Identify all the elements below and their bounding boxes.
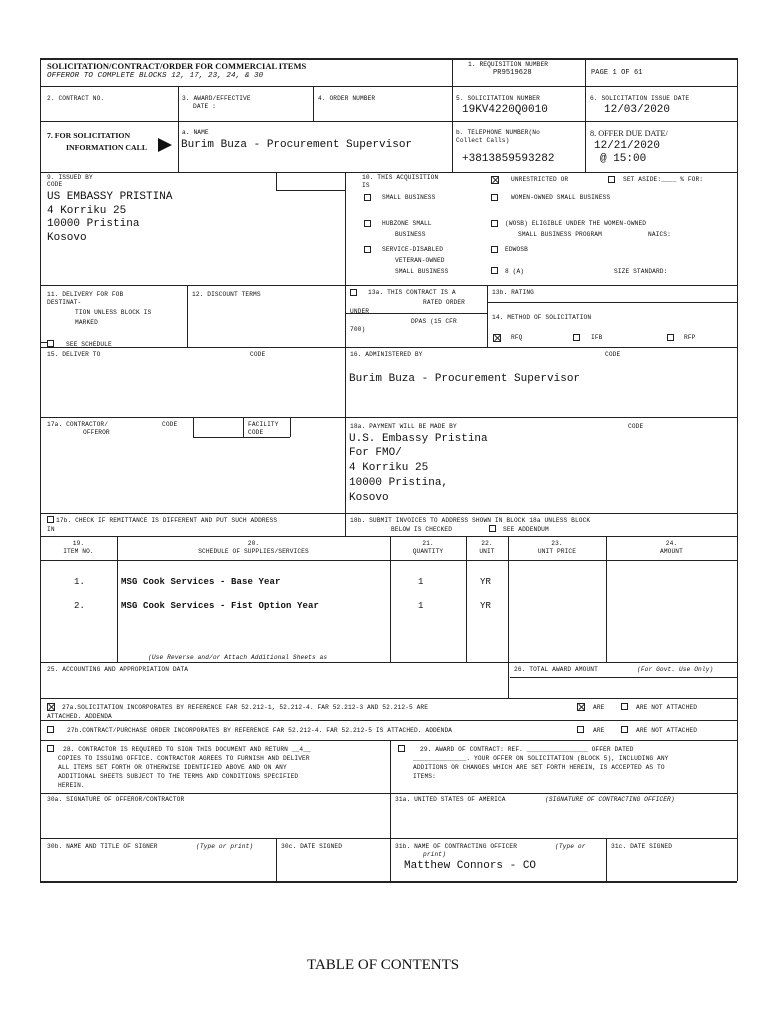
27b-not-label: ARE NOT ATTACHED <box>636 727 698 734</box>
27a-checkbox[interactable] <box>47 703 55 711</box>
usa-label: 31a. UNITED STATES OF AMERICA <box>395 796 506 803</box>
solicitation-number-label: 5. SOLICITATION NUMBER <box>456 95 540 102</box>
delivery-label-2: DESTINAT- <box>47 299 82 306</box>
wosb-label: WOMEN-OWNED SMALL BUSINESS <box>511 194 611 201</box>
veteran-owned-label: VETERAN-OWNED <box>395 257 445 264</box>
total-award-label: 26. TOTAL AWARD AMOUNT <box>514 666 598 673</box>
issued-line-2: 4 Korriku 25 <box>47 205 127 217</box>
row-item: 1. <box>74 577 86 587</box>
service-disabled-checkbox[interactable] <box>364 246 371 253</box>
28-line-4: ADDITIONAL SHEETS SUBJECT TO THE TERMS AND CONDITIONS SPECIFIED <box>58 773 299 780</box>
payment-line-2: For FMO/ <box>349 447 402 459</box>
delivery-label: 11. DELIVERY FOR FOB <box>47 291 124 298</box>
row-quantity: 1 <box>418 601 424 611</box>
wosb-program-label: SMALL BUSINESS PROGRAM <box>518 231 602 238</box>
col-schedule-num: 20. <box>247 540 260 547</box>
hubzone-checkbox[interactable] <box>364 220 371 227</box>
27b-label: 27b.CONTRACT/PURCHASE ORDER INCORPORATES BY REFERENCE FAR 52.212-4. FAR 52.212-5 IS ATTACHED. ADDENDA <box>67 727 453 734</box>
offer-due-time: @ 15:00 <box>600 153 647 165</box>
deliver-to-label: 15. DELIVER TO <box>47 351 101 358</box>
small-business-checkbox[interactable] <box>364 194 371 201</box>
co-type-label: (Type or <box>555 843 586 850</box>
unrestricted-checkbox[interactable] <box>491 176 499 184</box>
issued-line-3: 10000 Pristina <box>47 218 140 230</box>
administered-by-value: Burim Buza - Procurement Supervisor <box>349 373 581 385</box>
co-date-signed-label: 31c. DATE SIGNED <box>611 843 673 850</box>
rfp-label: RFP <box>684 334 696 341</box>
payment-code-label: CODE <box>628 423 644 430</box>
arrow-right-icon <box>158 138 172 152</box>
rated-order-checkbox[interactable] <box>350 289 357 296</box>
co-signature-label: (SIGNATURE OF CONTRACTING OFFICER) <box>545 796 675 803</box>
table-row <box>40 600 737 616</box>
small-business-label: SMALL BUSINESS <box>382 194 436 201</box>
form-subtitle: OFFEROR TO COMPLETE BLOCKS 12, 17, 23, 24, & 30 <box>47 72 264 80</box>
facility-label: FACILITY <box>248 421 279 428</box>
27a-are-label: ARE <box>593 704 605 711</box>
8a-checkbox[interactable] <box>491 267 498 274</box>
payment-line-1: U.S. Embassy Pristina <box>349 433 488 445</box>
remittance-checkbox[interactable] <box>47 516 54 523</box>
29-line-4: ITEMS: <box>413 773 436 780</box>
hubzone-label-2: BUSINESS <box>395 231 426 238</box>
administered-by-label: 16. ADMINISTERED BY <box>350 351 423 358</box>
signature-offeror-label: 30a. SIGNATURE OF OFFEROR/CONTRACTOR <box>47 796 185 803</box>
row-item: 2. <box>74 601 86 611</box>
signer-name-label: 30b. NAME AND TITLE OF SIGNER <box>47 843 158 850</box>
28-checkbox[interactable] <box>47 745 54 752</box>
col-amount-label: AMOUNT <box>660 548 683 555</box>
28-line-5: HEREIN. <box>58 782 85 789</box>
discount-terms-label: 12. DISCOUNT TERMS <box>192 291 261 298</box>
col-quantity-num: 21. <box>422 540 434 547</box>
form-title: SOLICITATION/CONTRACT/ORDER FOR COMMERCIAL ITEMS <box>47 61 307 71</box>
page-indicator: PAGE 1 OF 61 <box>591 69 643 77</box>
27a-label: 27a.SOLICITATION INCORPORATES BY REFERENCE FAR 52.212-1, 52.212-4. FAR 52.212-3 AND 52.212-5 ARE <box>62 704 429 711</box>
set-aside-checkbox[interactable] <box>608 176 615 183</box>
8a-label: 8 (A) <box>505 268 525 275</box>
27a-label-2: ATTACHED. ADDENDA <box>47 713 112 720</box>
row-quantity: 1 <box>418 577 424 587</box>
table-row <box>40 576 737 592</box>
dpas-label-2: 700) <box>350 326 366 333</box>
see-schedule-checkbox[interactable] <box>47 340 54 347</box>
see-addendum-label: SEE ADDENDUM <box>503 526 549 533</box>
row-unit: YR <box>480 601 492 611</box>
telephone-label-2: Collect Calls) <box>456 137 510 144</box>
delivery-label-3: TION UNLESS BLOCK IS <box>75 309 152 316</box>
offer-due-label: 8. OFFER DUE DATE/ <box>590 129 668 138</box>
award-date-label-2: DATE : <box>193 103 216 110</box>
accounting-label: 25. ACCOUNTING AND APPROPRIATION DATA <box>47 666 189 673</box>
delivery-label-4: MARKED <box>75 319 98 326</box>
27a-not-label: ARE NOT ATTACHED <box>636 704 698 711</box>
hubzone-label: HUBZONE SMALL <box>382 220 432 227</box>
wosb-eligible-checkbox[interactable] <box>491 220 498 227</box>
unrestricted-label: UNRESTRICTED OR <box>511 176 569 183</box>
col-unit-num: 22. <box>481 540 493 547</box>
row-unit: YR <box>480 577 492 587</box>
29-checkbox[interactable] <box>398 745 405 752</box>
27b-are-checkbox[interactable] <box>577 726 584 733</box>
col-quantity-label: QUANTITY <box>412 548 444 555</box>
method-label: 14. METHOD OF SOLICITATION <box>492 314 592 321</box>
requisition-value: PR9519628 <box>493 69 532 77</box>
rfq-label: RFQ <box>511 334 523 341</box>
award-date-label: 3. AWARD/EFFECTIVE <box>182 95 251 102</box>
rfp-checkbox[interactable] <box>667 334 674 341</box>
issue-date-value: 12/03/2020 <box>604 104 671 116</box>
size-standard-label: SIZE STANDARD: <box>614 268 668 275</box>
27b-not-checkbox[interactable] <box>621 726 628 733</box>
payment-line-4: 10000 Pristina, <box>349 477 449 489</box>
payment-line-3: 4 Korriku 25 <box>349 462 429 474</box>
co-name-value: Matthew Connors - CO <box>404 860 537 872</box>
small-business-label-2: SMALL BUSINESS <box>395 268 449 275</box>
contractor-label: 17a. CONTRACTOR/ <box>47 421 109 428</box>
payment-line-5: Kosovo <box>349 492 389 504</box>
table-of-contents-heading: TABLE OF CONTENTS <box>307 957 460 973</box>
edwosb-checkbox[interactable] <box>491 246 498 253</box>
wosb-eligible-label: (WOSB) ELIGIBLE UNDER THE WOMEN-OWNED <box>505 220 647 227</box>
name-value: Burim Buza - Procurement Supervisor <box>181 139 413 151</box>
col-unit-label: UNIT <box>479 548 495 555</box>
col-item-label: ITEM NO. <box>63 548 94 555</box>
solicitation-info-label: 7. FOR SOLICITATION <box>47 131 131 140</box>
issued-line-4: Kosovo <box>47 232 87 244</box>
rated-order-label-2: RATED ORDER <box>423 299 465 306</box>
issued-by-label: 9. ISSUED BY <box>47 174 93 181</box>
deliver-code-label: CODE <box>250 351 266 358</box>
col-item-num: 19. <box>72 540 85 547</box>
date-signed-label: 30c. DATE SIGNED <box>281 843 343 850</box>
solicitation-number-value: 19KV4220Q0010 <box>462 104 548 116</box>
ifb-checkbox[interactable] <box>573 334 580 341</box>
col-schedule-label: SCHEDULE OF SUPPLIES/SERVICES <box>198 548 309 555</box>
signer-type-label: (Type or print) <box>196 843 254 850</box>
payment-label: 18a. PAYMENT WILL BE MADE BY <box>350 423 457 430</box>
offer-due-date: 12/21/2020 <box>594 140 661 152</box>
27a-are-checkbox[interactable] <box>577 703 585 711</box>
rfq-checkbox[interactable] <box>493 334 501 342</box>
rating-label: 13b. RATING <box>492 289 534 296</box>
invoices-label: 18b. SUBMIT INVOICES TO ADDRESS SHOWN IN BLOCK 18a UNLESS BLOCK <box>350 517 591 524</box>
27b-checkbox[interactable] <box>47 726 54 733</box>
29-line-1: 29. AWARD OF CONTRACT: REF. ________________ OFFER DATED <box>420 746 634 753</box>
issue-date-label: 6. SOLICITATION ISSUE DATE <box>590 95 690 102</box>
remittance-label-2: IN <box>47 526 55 533</box>
remittance-label: 17b. CHECK IF REMITTANCE IS DIFFERENT AND PUT SUCH ADDRESS <box>56 517 278 524</box>
requisition-label: 1. REQUISITION NUMBER <box>468 61 549 68</box>
facility-code-label: CODE <box>248 429 264 436</box>
govt-use-label: (For Govt. Use Only) <box>637 666 714 673</box>
contractor-code-label: CODE <box>162 421 178 428</box>
27a-not-checkbox[interactable] <box>621 703 628 710</box>
rated-order-label: 13a. THIS CONTRACT IS A <box>368 289 456 296</box>
ifb-label: IFB <box>591 334 603 341</box>
naics-label: NAICS: <box>648 231 671 238</box>
acquisition-label-2: IS <box>362 182 370 189</box>
col-unit-price-num: 23. <box>551 540 563 547</box>
acquisition-label: 10. THIS ACQUISITION <box>362 174 439 181</box>
issued-line-1: US EMBASSY PRISTINA <box>47 191 173 203</box>
see-addendum-checkbox[interactable] <box>489 525 496 532</box>
invoices-label-2: BELOW IS CHECKED <box>391 526 453 533</box>
col-unit-price-label: UNIT PRICE <box>537 548 577 555</box>
co-print-label: print) <box>423 851 446 858</box>
edwosb-label: EDWOSB <box>505 246 528 253</box>
issued-code-label: CODE <box>47 181 63 188</box>
29-line-3: ADDITIONS OR CHANGES WHICH ARE SET FORTH HEREIN, IS ACCEPTED AS TO <box>413 764 665 771</box>
additional-sheets-note: (Use Reverse and/or Attach Additional Sheets as <box>148 654 328 661</box>
28-line-2: COPIES TO ISSUING OFFICE. CONTRACTOR AGREES TO FURNISH AND DELIVER <box>58 755 310 762</box>
administered-code-label: CODE <box>605 351 621 358</box>
solicitation-info-label-2: INFORMATION CALL <box>66 143 148 152</box>
29-line-2: ______________. YOUR OFFER ON SOLICITATION (BLOCK 5), INCLUDING ANY <box>413 755 669 762</box>
see-schedule-label: SEE SCHEDULE <box>66 341 112 348</box>
27b-are-label: ARE <box>593 727 605 734</box>
telephone-label: b. TELEPHONE NUMBER(No <box>456 129 540 136</box>
telephone-value: +3813859593282 <box>462 153 555 165</box>
name-label: a. NAME <box>182 129 209 136</box>
rated-under-label: UNDER <box>350 308 370 315</box>
row-description: MSG Cook Services - Fist Option Year <box>121 601 320 611</box>
dpas-label: DPAS (15 CFR <box>411 318 457 325</box>
28-line-3: ALL ITEMS SET FORTH OR OTHERWISE IDENTIFIED ABOVE AND ON ANY <box>58 764 287 771</box>
service-disabled-label: SERVICE-DISABLED <box>382 246 444 253</box>
order-number-label: 4. ORDER NUMBER <box>318 95 376 102</box>
28-line-1: 28. CONTRACTOR IS REQUIRED TO SIGN THIS DOCUMENT AND RETURN __4__ <box>63 746 311 753</box>
set-aside-label: SET ASIDE:____ % FOR: <box>623 176 704 183</box>
row-description: MSG Cook Services - Base Year <box>121 577 281 587</box>
co-name-label: 31b. NAME OF CONTRACTING OFFICER <box>395 843 518 850</box>
wosb-checkbox[interactable] <box>491 194 498 201</box>
col-amount-num: 24. <box>665 540 678 547</box>
contractor-label-2: OFFEROR <box>83 429 110 436</box>
contract-no-label: 2. CONTRACT NO. <box>47 95 105 102</box>
